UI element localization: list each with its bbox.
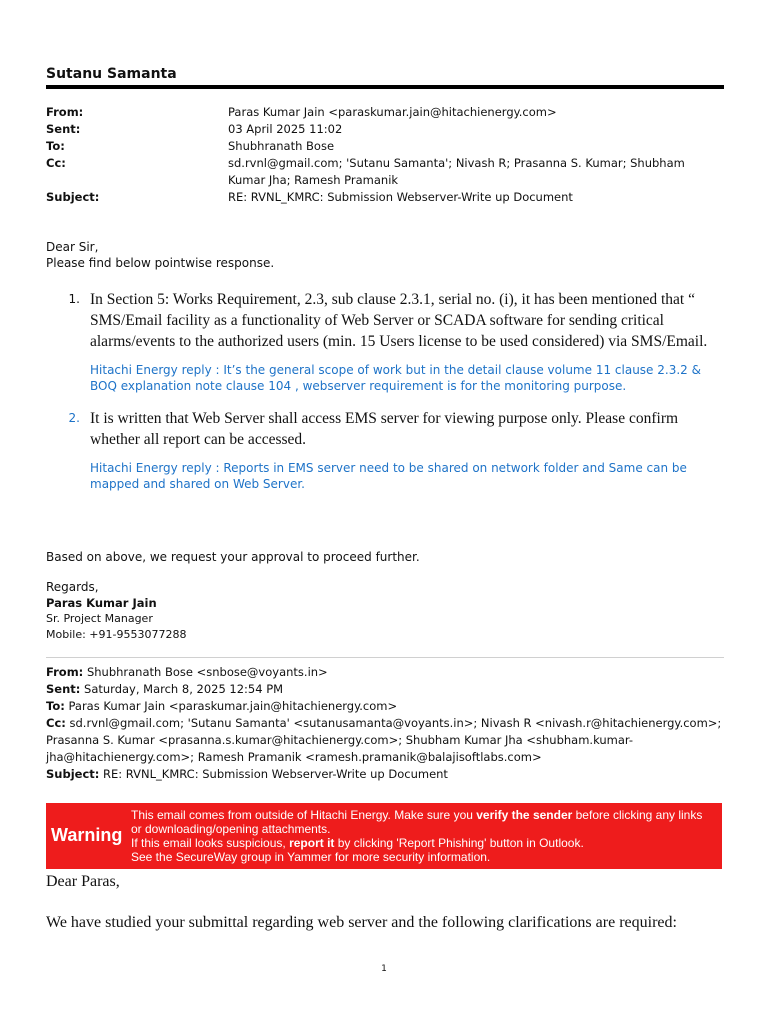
- signature-name: Paras Kumar Jain: [46, 595, 157, 610]
- warning-line2-a: If this email looks suspicious,: [131, 836, 290, 850]
- warning-line2-b: by clicking 'Report Phishing' button in Outlook.: [334, 836, 584, 850]
- to-value: Shubhranath Bose: [228, 139, 335, 153]
- intro-line: Please find below pointwise response.: [46, 256, 275, 270]
- divider: [46, 657, 724, 658]
- report-it-emphasis: report it: [289, 836, 335, 850]
- signature-block: [46, 580, 186, 642]
- subject-label: Subject:: [46, 190, 100, 204]
- to-label: To:: [46, 139, 65, 153]
- point-number: 1.: [68, 292, 80, 306]
- greeting-block: [46, 239, 274, 271]
- sent-value: 03 April 2025 11:02: [228, 122, 343, 136]
- fwd-from-label: From:: [46, 665, 84, 679]
- subject-value: RE: RVNL_KMRC: Submission Webserver-Write up Document: [228, 190, 573, 204]
- regards-line: Regards,: [46, 580, 99, 594]
- warning-line1-a: This email comes from outside of Hitachi Energy. Make sure you: [131, 808, 477, 822]
- fwd-subject-label: Subject:: [46, 767, 100, 781]
- point-question: It is written that Web Server shall access EMS server for viewing purpose only. Please confirm whether all report can be accessed.: [90, 410, 679, 448]
- warning-label: Warning: [51, 825, 123, 845]
- mailbox-owner-name: Sutanu Samanta: [46, 66, 177, 82]
- warning-line1-b: before clicking any links or downloading/opening attachments.: [131, 808, 703, 836]
- point-reply: Hitachi Energy reply : Reports in EMS server need to be shared on network folder and Same can be mapped and shared on Web Server.: [90, 461, 687, 491]
- response-points: [46, 289, 724, 492]
- fwd-to-label: To:: [46, 699, 65, 713]
- signature-mobile: Mobile: +91-9553077288: [46, 627, 187, 641]
- greeting: Dear Sir,: [46, 240, 99, 254]
- fwd-cc-value: sd.rvnl@gmail.com; 'Sutanu Samanta' <sutanusamanta@voyants.in>; Nivash R <nivash.r@hitachienergy.com>; Prasanna S. Kumar <prasanna.s.kumar@hitachienergy.com>; Shubham Kumar Jha <shubham.kumar-jha@hitachienergy.com>; Ramesh Pramanik <ramesh.pramanik@balajisoftlabs.com>: [46, 716, 722, 764]
- from-label: From:: [46, 105, 84, 119]
- reply-body: We have studied your submittal regarding web server and the following clarifications are required:: [46, 914, 677, 931]
- verify-sender-emphasis: verify the sender: [476, 808, 573, 822]
- fwd-cc-label: Cc:: [46, 716, 66, 730]
- point-item: [46, 289, 724, 394]
- fwd-subject-value: RE: RVNL_KMRC: Submission Webserver-Write up Document: [103, 767, 448, 781]
- page-number: 1: [381, 964, 387, 974]
- signature-title: Sr. Project Manager: [46, 612, 153, 625]
- point-reply: Hitachi Energy reply : It’s the general scope of work but in the detail clause volume 11 clause 2.3.2 & BOQ explanation note clause 104 , webserver requirement is for the monitoring purpose.: [90, 363, 701, 393]
- point-item: [46, 408, 724, 492]
- fwd-sent-label: Sent:: [46, 682, 81, 696]
- fwd-sent-value: Saturday, March 8, 2025 12:54 PM: [84, 682, 284, 696]
- cc-value: sd.rvnl@gmail.com; 'Sutanu Samanta'; Nivash R; Prasanna S. Kumar; Shubham Kumar Jha; Ramesh Pramanik: [228, 156, 685, 187]
- closing-request: Based on above, we request your approval to proceed further.: [46, 550, 420, 564]
- from-value: Paras Kumar Jain <paraskumar.jain@hitachienergy.com>: [228, 105, 557, 119]
- email-header: [46, 104, 724, 206]
- fwd-to-value: Paras Kumar Jain <paraskumar.jain@hitachienergy.com>: [68, 699, 398, 713]
- warning-text: [131, 808, 716, 864]
- header-rule: [46, 85, 724, 89]
- forwarded-header: [46, 664, 724, 783]
- point-number: 2.: [68, 411, 80, 425]
- cc-label: Cc:: [46, 156, 66, 170]
- external-email-warning-banner: [46, 803, 722, 869]
- reply-salutation: Dear Paras,: [46, 873, 120, 890]
- sent-label: Sent:: [46, 122, 81, 136]
- point-question: In Section 5: Works Requirement, 2.3, sub clause 2.3.1, serial no. (i), it has been mentioned that “ SMS/Email facility as a functionality of Web Server or SCADA software for sending critical alarms/events to the authorized users (min. 15 Users license to be used considered) via SMS/Email.: [90, 291, 708, 350]
- warning-line3: See the SecureWay group in Yammer for more security information.: [131, 850, 491, 864]
- fwd-from-value: Shubhranath Bose <snbose@voyants.in>: [86, 665, 328, 679]
